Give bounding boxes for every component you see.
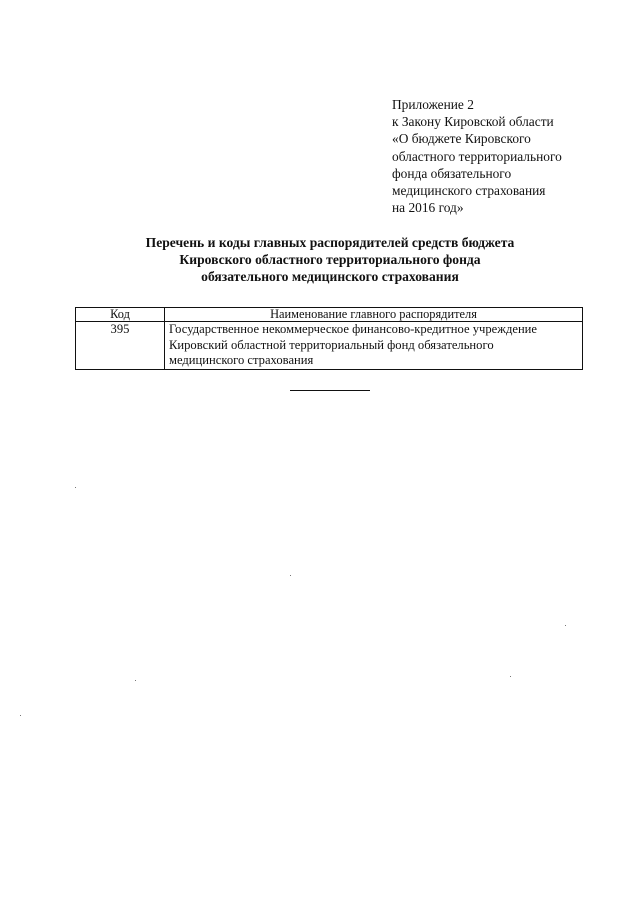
scan-speck bbox=[290, 575, 291, 576]
table-header-row bbox=[76, 308, 583, 322]
scan-speck bbox=[75, 487, 76, 488]
cell-name bbox=[165, 322, 583, 370]
appendix-line: на 2016 год» bbox=[392, 200, 464, 216]
title-line: Перечень и коды главных распорядителей средств бюджета bbox=[145, 235, 515, 250]
appendix-line: «О бюджете Кировского bbox=[392, 131, 531, 147]
appendix-line: медицинского страхования bbox=[392, 183, 546, 199]
appendix-header bbox=[392, 96, 612, 216]
appendix-line: Приложение 2 bbox=[392, 97, 474, 112]
document-title bbox=[80, 234, 580, 285]
cell-name-line: Кировский областной территориальный фонд обязательного bbox=[169, 337, 494, 352]
header-code: Код bbox=[76, 308, 165, 322]
scan-speck bbox=[135, 680, 136, 681]
title-line: Кировского областного территориального фонда bbox=[179, 252, 481, 267]
title-line: обязательного медицинского страхования bbox=[201, 269, 459, 284]
cell-name-line: Государственное некоммерческое финансово-кредитное учреждение bbox=[169, 322, 538, 336]
appendix-line: к Закону Кировской области bbox=[392, 114, 554, 130]
appendix-line: областного территориального bbox=[392, 148, 562, 164]
cell-code: 395 bbox=[76, 322, 165, 370]
administrators-table bbox=[75, 307, 583, 370]
scan-speck bbox=[20, 715, 21, 716]
scan-speck bbox=[565, 625, 566, 626]
cell-name-line: медицинского страхования bbox=[169, 353, 314, 368]
scan-speck bbox=[510, 676, 511, 677]
appendix-line: фонда обязательного bbox=[392, 165, 512, 181]
end-divider bbox=[290, 390, 370, 391]
table-row bbox=[76, 322, 583, 370]
header-name: Наименование главного распорядителя bbox=[165, 308, 583, 322]
